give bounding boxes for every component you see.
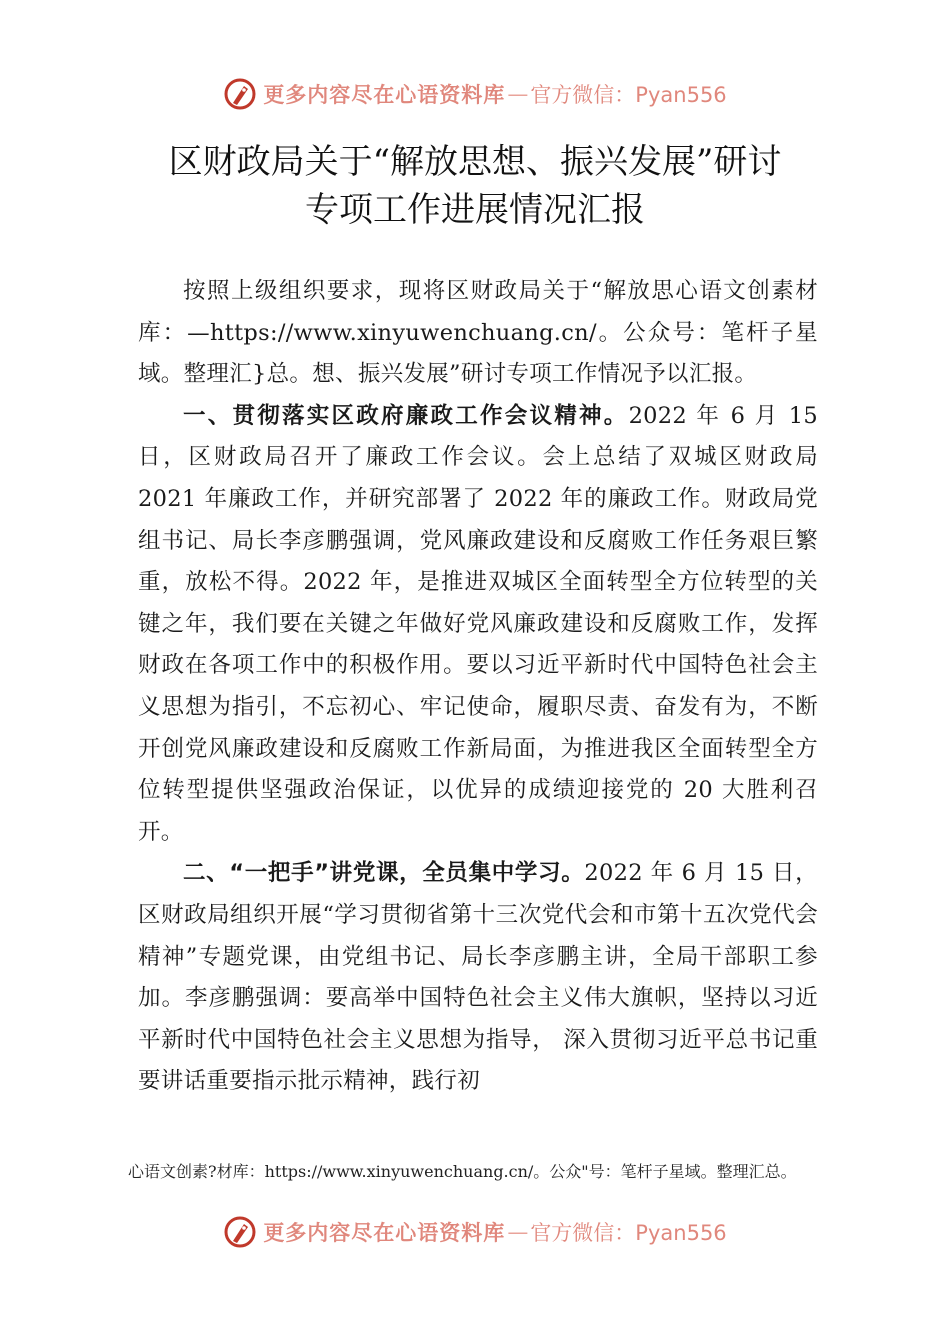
title-line-1: 区财政局关于“解放思想、振兴发展”研讨 [168, 142, 782, 182]
document-title [100, 138, 850, 234]
title-line-2: 专项工作进展情况汇报 [305, 190, 645, 230]
banner-brand-text: 更多内容尽在心语资料库 [263, 1221, 506, 1245]
banner-separator: — [507, 1220, 529, 1244]
banner-wechat-text: 官方微信：Pyan556 [530, 1221, 727, 1245]
section-2-heading: 二、“一把手”讲党课，全员集中学习。 [183, 860, 585, 887]
section-1-heading: 一、贯彻落实区政府廉政工作会议精神。 [183, 402, 629, 429]
footer-note: 心语文创素?材库：https://www.xinyuwenchuang.cn/。公众"号：笔杆子星域。整理汇总。 [128, 1162, 797, 1181]
section-1-text: 2022 年 6 月 15 日，区财政局召开了廉政工作会议。会上总结了双城区财政局 2021 年廉政工作，并研究部署了 2022 年的廉政工作。财政局党组书记、局长李彦鹏强调，党风廉政建设和反腐败工作任务艰巨繁重，放松不得。2022 年，是推进双城区全面转型全方位转型的关键之年，我们要在关键之年做好党风廉政建设和反腐败工作，发挥财政在各项工作中的积极作用。要以习近平新时代中国特色社会主义思想为指引，不忘初心、牢记使命，履职尽责、奋发有为，不断开创党风廉政建设和反腐败工作新局面，为推进我区全面转型全方位转型提供坚强政治保证，以优异的成绩迎接党的 20 大胜利召开。 [138, 402, 818, 845]
header-banner [0, 74, 950, 114]
intro-paragraph: 按照上级组织要求，现将区财政局关于“解放思心语文创素材库：—https://www.xinyuwenchuang.cn/。公众号：笔杆子星域。整理汇}总。想、振兴发展”研讨专项工作情况予以汇报。 [138, 278, 818, 388]
footer-banner [0, 1212, 950, 1252]
banner-brand-text: 更多内容尽在心语资料库 [263, 83, 506, 107]
banner-wechat-text: 官方微信：Pyan556 [530, 83, 727, 107]
pen-nib-logo-icon [223, 77, 257, 111]
banner-separator: — [507, 82, 529, 106]
section-1-paragraph [138, 396, 818, 854]
document-body [138, 271, 818, 1103]
pen-nib-logo-icon [223, 1215, 257, 1249]
section-2-paragraph [138, 853, 818, 1103]
section-2-text: 2022 年 6 月 15 日，区财政局组织开展“学习贯彻省第十三次党代会和市第十五次党代会精神”专题党课，由党组书记、局长李彦鹏主讲，全局干部职工参加。李彦鹏强调：要高举中国特色社会主义伟大旗帜，坚持以习近平新时代中国特色社会主义思想为指导， 深入贯彻习近平总书记重要讲话重要指示批示精神，践行初 [138, 860, 818, 1095]
